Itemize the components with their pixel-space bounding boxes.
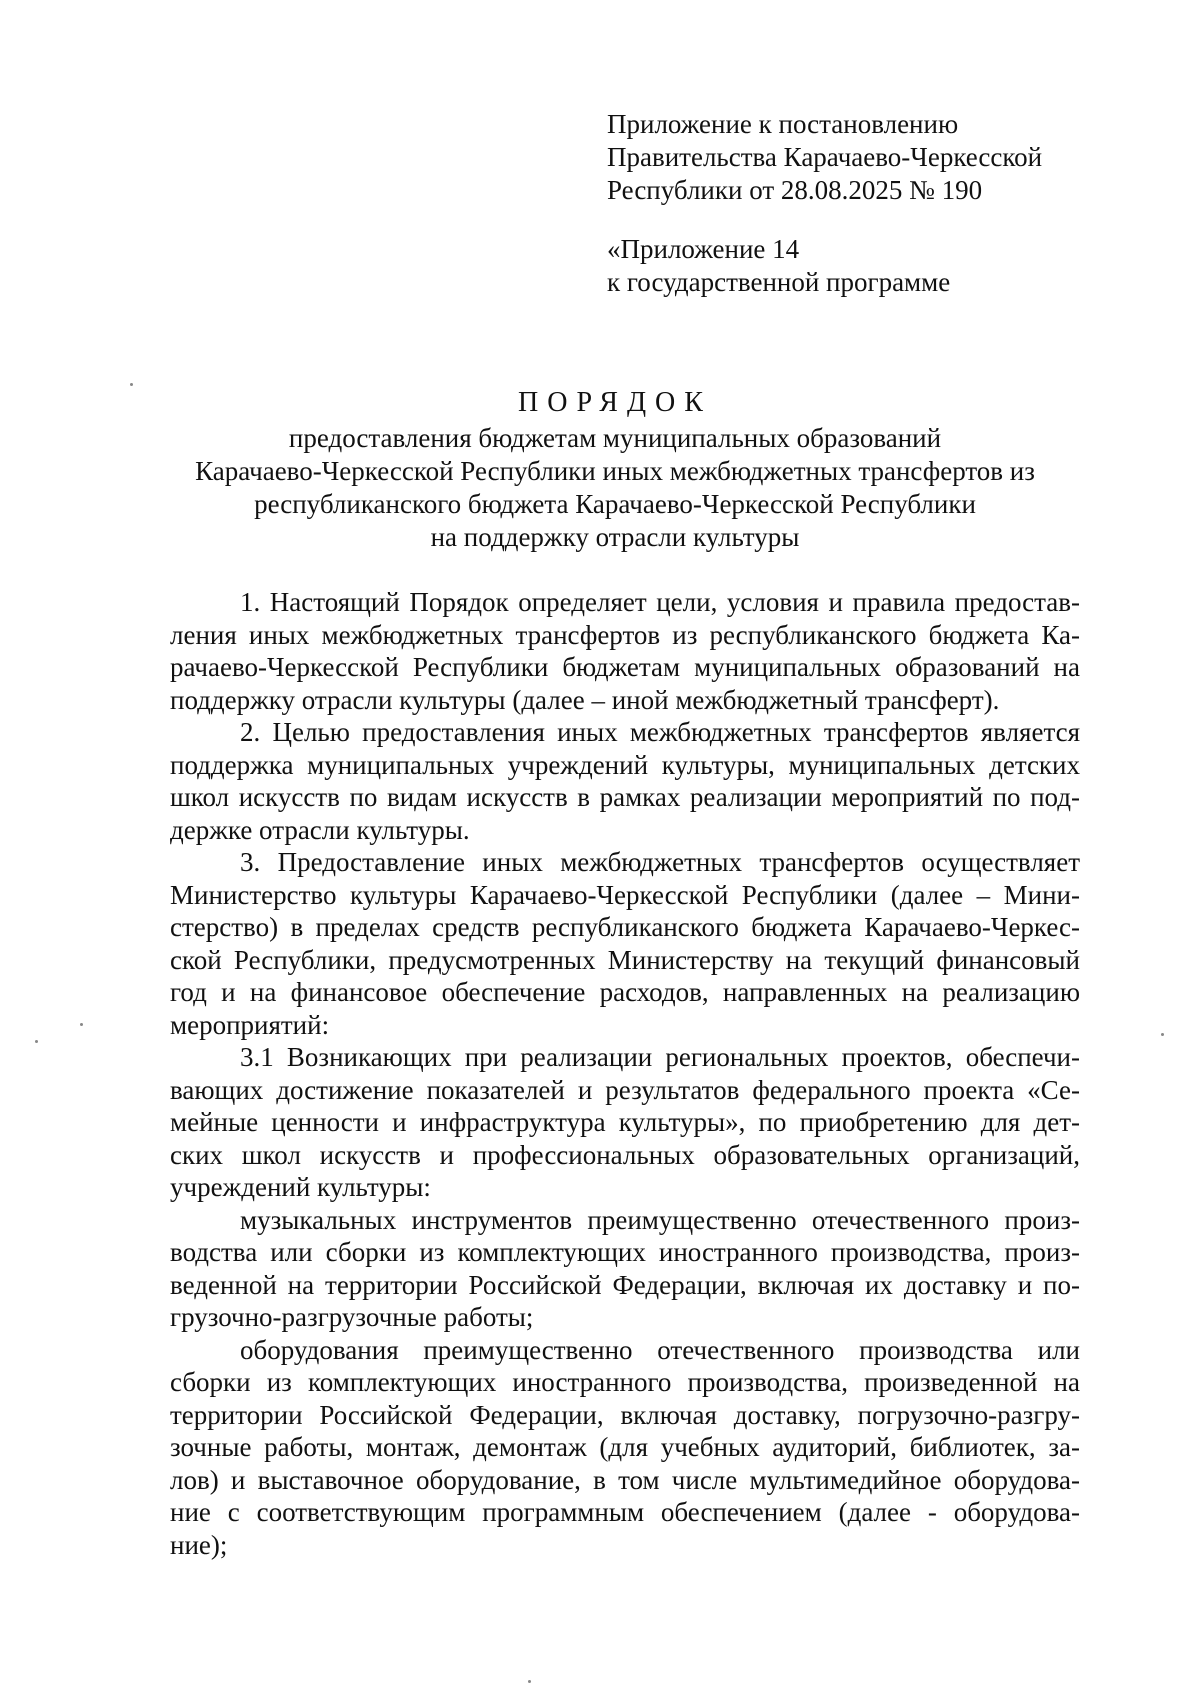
paragraph-line: год и на финансовое обеспечение расходов, направленных на реализацию <box>170 977 1080 1007</box>
appendix-line: Приложение к постановлению <box>607 109 959 139</box>
body-paragraph <box>170 846 1080 1041</box>
title-heading: ПОРЯДОК <box>518 387 712 418</box>
paragraph-line: ние с соответствующим программным обеспечением (далее - оборудова- <box>170 1497 1080 1527</box>
paragraph-line: мероприятий: <box>170 1009 330 1040</box>
paragraph-line: держке отрасли культуры. <box>170 814 470 845</box>
paragraph-line: водства или сборки из комплектующих иностранного производства, произ- <box>170 1237 1080 1267</box>
header-spacer <box>607 207 1167 233</box>
paragraph-line: сборки из комплектующих иностранного производства, произведенной на <box>170 1367 1080 1397</box>
appendix-header <box>607 108 1167 299</box>
title-subtitle-line: предоставления бюджетам муниципальных образований <box>288 423 942 453</box>
title-subtitle-line: Карачаево-Черкесской Республики иных межбюджетных трансфертов из <box>195 456 1035 486</box>
paragraph-line: зочные работы, монтаж, демонтаж (для учебных аудиторий, библиотек, за- <box>170 1432 1080 1462</box>
paragraph-line: мейные ценности и инфраструктура культуры», по приобретению для дет- <box>170 1107 1080 1137</box>
scan-speck <box>1161 1033 1164 1036</box>
paragraph-line: ления иных межбюджетных трансфертов из республиканского бюджета Ка- <box>170 619 1080 650</box>
body-paragraph <box>170 586 1080 716</box>
paragraph-line: ских школ искусств и профессиональных образовательных организаций, <box>170 1139 1080 1170</box>
paragraph-line: территории Российской Федерации, включая доставку, погрузочно-разгру- <box>170 1399 1080 1430</box>
paragraph-line: вающих достижение показателей и результатов федерального проекта «Се- <box>170 1074 1080 1105</box>
paragraph-line: оборудования преимущественно отечественного производства или <box>240 1334 1080 1365</box>
body-paragraph <box>170 1041 1080 1204</box>
body-paragraph <box>170 1334 1080 1562</box>
scan-speck <box>35 1040 38 1043</box>
paragraph-line: грузочно-разгрузочные работы; <box>170 1302 534 1332</box>
paragraph-line: веденной на территории Российской Федерации, включая их доставку и по- <box>170 1269 1080 1300</box>
program-appendix-line: «Приложение 14 <box>607 234 800 264</box>
scan-speck <box>130 383 133 386</box>
paragraph-line: поддержка муниципальных учреждений культуры, муниципальных детских <box>170 749 1080 780</box>
document-body <box>170 586 1080 1561</box>
paragraph-line: стерство) в пределах средств республиканского бюджета Карачаево-Черкес- <box>170 912 1080 942</box>
program-appendix-line: к государственной программе <box>607 267 951 297</box>
appendix-line: Правительства Карачаево-Черкесской <box>607 142 1043 172</box>
paragraph-line: 2. Целью предоставления иных межбюджетных трансфертов является <box>240 717 1080 747</box>
appendix-line: Республики от 28.08.2025 № 190 <box>607 175 983 205</box>
paragraph-line: 1. Настоящий Порядок определяет цели, условия и правила предостав- <box>240 587 1080 617</box>
paragraph-line: рачаево-Черкесской Республики бюджетам муниципальных образований на <box>170 652 1080 682</box>
body-paragraph <box>170 1204 1080 1334</box>
paragraph-line: поддержку отрасли культуры (далее – иной межбюджетный трансферт). <box>170 684 1000 715</box>
title-subtitle-line: республиканского бюджета Карачаево-Черкесской Республики <box>254 489 976 519</box>
scan-speck <box>80 1023 83 1026</box>
scan-speck <box>528 1680 531 1683</box>
paragraph-line: учреждений культуры: <box>170 1172 431 1202</box>
paragraph-line: музыкальных инструментов преимущественно отечественного произ- <box>240 1204 1080 1235</box>
title-subtitle-line: на поддержку отрасли культуры <box>430 522 800 552</box>
paragraph-line: школ искусств по видам искусств в рамках реализации мероприятий по под- <box>170 782 1080 812</box>
paragraph-line: ской Республики, предусмотренных Министерству на текущий финансовый <box>170 944 1080 975</box>
paragraph-line: 3.1 Возникающих при реализации региональных проектов, обеспечи- <box>240 1042 1080 1072</box>
paragraph-line: лов) и выставочное оборудование, в том числе мультимедийное оборудова- <box>170 1464 1080 1495</box>
paragraph-line: 3. Предоставление иных межбюджетных трансфертов осуществляет <box>240 847 1080 877</box>
paragraph-line: Министерство культуры Карачаево-Черкесской Республики (далее – Мини- <box>170 879 1080 910</box>
document-title <box>150 386 1080 554</box>
paragraph-line: ние); <box>170 1529 228 1560</box>
body-paragraph <box>170 716 1080 846</box>
